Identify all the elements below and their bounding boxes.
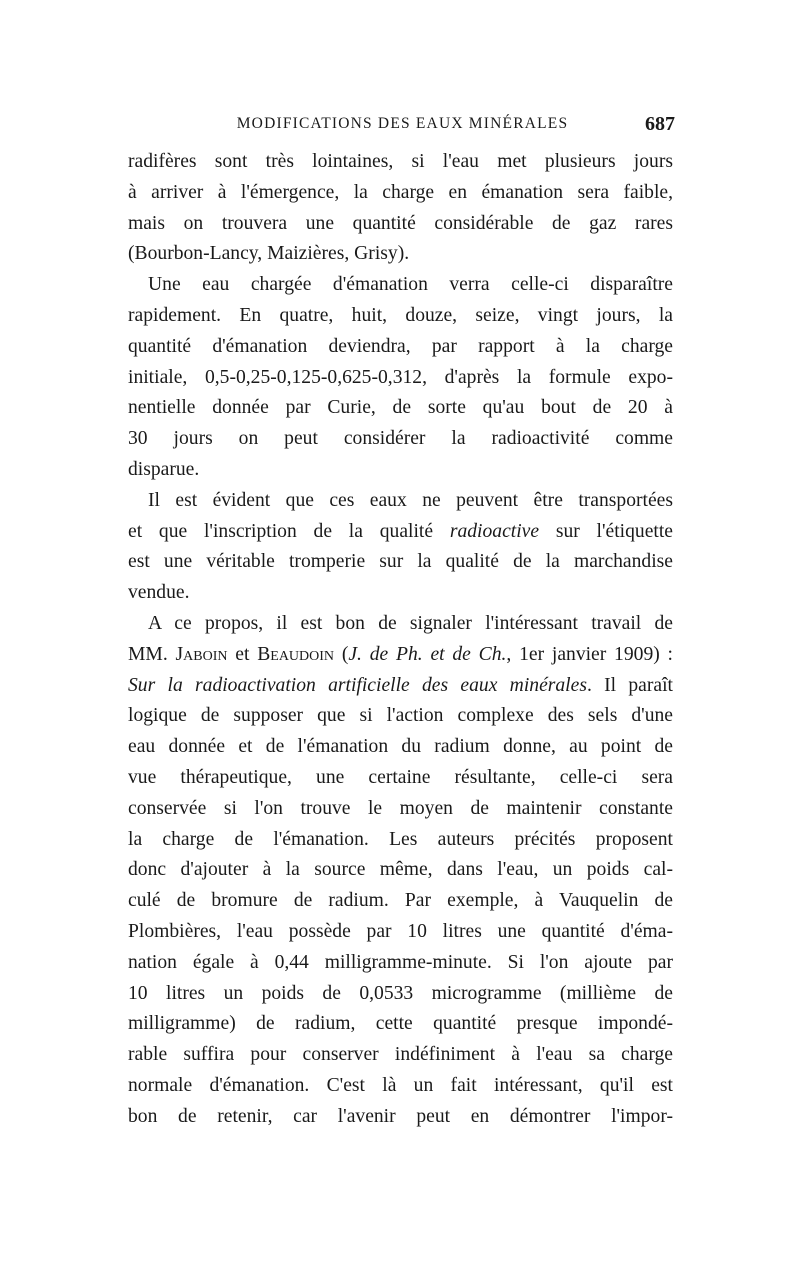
text-line: mais on trouvera une quantité considérable de gaz rares (128, 212, 673, 234)
text-line: A ce propos, il est bon de signaler l'intéressant travail de (148, 612, 673, 634)
text-line: 10 litres un poids de 0,0533 microgramme (millième de (128, 982, 673, 1004)
text-line: vue thérapeutique, une certaine résultante, celle-ci sera (128, 766, 673, 788)
author-name: Beaudoin (257, 643, 335, 665)
text-fragment: ( (334, 643, 349, 665)
text-line: vendue. (128, 582, 190, 604)
text-line (128, 640, 673, 671)
text-fragment: . Il paraît (586, 674, 673, 696)
text-line: Une eau chargée d'émanation verra celle-ci disparaître (148, 274, 673, 296)
text-line: est une véritable tromperie sur la qualité de la marchandise (128, 551, 673, 573)
running-title: MODIFICATIONS DES EAUX MINÉRALES (236, 115, 569, 132)
text-line: disparue. (128, 458, 200, 480)
text-line: conservée si l'on trouve le moyen de maintenir constante (128, 797, 673, 819)
text-line: donc d'ajouter à la source même, dans l'eau, un poids cal- (128, 859, 673, 881)
text-line: 30 jours on peut considérer la radioactivité comme (128, 428, 673, 450)
author-name: Jaboin (175, 643, 228, 665)
text-line: nation égale à 0,44 milligramme-minute. Si l'on ajoute par (128, 951, 673, 973)
text-line: (Bourbon-Lancy, Maizières, Grisy). (128, 243, 410, 265)
text-line: quantité d'émanation deviendra, par rapport à la charge (128, 335, 673, 357)
text-line (128, 671, 673, 702)
body-text (128, 147, 673, 1133)
text-fragment: sur l'étiquette (539, 520, 673, 542)
text-line: bon de retenir, car l'avenir peut en démontrer l'impor- (128, 1105, 673, 1127)
text-line: rable suffira pour conserver indéfiniment à l'eau sa charge (128, 1044, 673, 1066)
text-fragment: , 1er janvier 1909) : (506, 643, 673, 665)
text-fragment: et que l'inscription de la qualité (128, 520, 450, 542)
text-line: la charge de l'émanation. Les auteurs précités proposent (128, 828, 673, 850)
text-line: normale d'émanation. C'est là un fait intéressant, qu'il est (128, 1074, 673, 1096)
text-line: Il est évident que ces eaux ne peuvent être transportées (148, 489, 673, 511)
text-line: milligramme) de radium, cette quantité presque impondé- (128, 1013, 673, 1035)
running-head (130, 113, 675, 137)
text-line: rapidement. En quatre, huit, douze, seize, vingt jours, la (128, 304, 673, 326)
text-line: à arriver à l'émergence, la charge en émanation sera faible, (128, 181, 673, 203)
text-line: Plombières, l'eau possède par 10 litres une quantité d'éma- (128, 920, 673, 942)
text-line: radifères sont très lointaines, si l'eau met plusieurs jours (128, 151, 673, 172)
text-line: eau donnée et de l'émanation du radium donne, au point de (128, 736, 673, 758)
text-line: logique de supposer que si l'action complexe des sels d'une (128, 705, 673, 727)
journal-citation: J. de Ph. et de Ch. (348, 643, 507, 665)
text-fragment: et (227, 643, 258, 665)
article-title: Sur la radioactivation artificielle des eaux minérales (128, 674, 587, 696)
text-line: culé de bromure de radium. Par exemple, à Vauquelin de (128, 890, 673, 912)
text-line: initiale, 0,5-0,25-0,125-0,625-0,312, d'après la formule expo- (128, 366, 673, 388)
italic-word-radioactive: radioactive (449, 520, 540, 542)
text-line (128, 517, 673, 548)
text-fragment: MM. (128, 643, 176, 665)
page-number: 687 (645, 113, 675, 135)
text-line: nentielle donnée par Curie, de sorte qu'au bout de 20 à (128, 397, 673, 419)
